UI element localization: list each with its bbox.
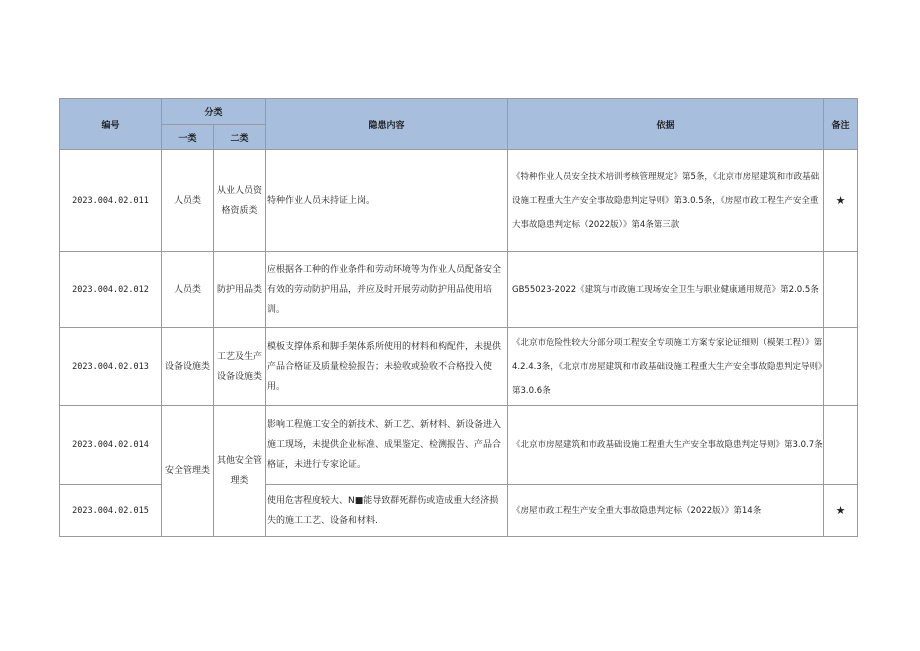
row-number: 2023.004.02.012 xyxy=(60,252,162,328)
table-row xyxy=(60,406,858,485)
row-content: 影响工程施工安全的新技术、新工艺、新材料、新设备进入施工现场，未提供企业标准、成果鉴定、检测报告、产品合格证，未进行专家论证。 xyxy=(266,406,508,485)
star-marker: ★ xyxy=(824,150,858,252)
row-level2: 其他安全管理类 xyxy=(214,406,266,537)
row-level1: 设备设施类 xyxy=(162,328,214,406)
header-category: 分类 xyxy=(162,99,266,125)
row-basis: 《房屋市政工程生产安全重大事故隐患判定标（2022版）》第14条 xyxy=(508,485,824,537)
row-number: 2023.004.02.015 xyxy=(60,485,162,537)
table-row xyxy=(60,150,858,252)
row-level2: 从业人员资格资质类 xyxy=(214,150,266,252)
star-marker: ★ xyxy=(824,485,858,537)
row-basis: 《北京市房屋建筑和市政基础设施工程重大生产安全事故隐患判定导则》第3.0.7条 xyxy=(508,406,824,485)
header-number: 编号 xyxy=(60,99,162,150)
header-content: 隐患内容 xyxy=(266,99,508,150)
row-remark xyxy=(824,406,858,485)
hazard-table xyxy=(59,98,858,537)
row-content: 模板支撑体系和脚手架体系所使用的材料和构配件，未提供产品合格证及质量检验报告；未验收或验收不合格投入使用。 xyxy=(266,328,508,406)
header-level1: 一类 xyxy=(162,125,214,150)
header-basis: 依据 xyxy=(508,99,824,150)
row-level1: 人员类 xyxy=(162,252,214,328)
table-row xyxy=(60,328,858,406)
header-level2: 二类 xyxy=(214,125,266,150)
row-level1: 人员类 xyxy=(162,150,214,252)
row-remark xyxy=(824,328,858,406)
row-number: 2023.004.02.011 xyxy=(60,150,162,252)
row-remark xyxy=(824,252,858,328)
header-remark: 备注 xyxy=(824,99,858,150)
row-content: 使用危害程度较大、N■能导致群死群伤或造成重大经济损失的施工工艺、设备和材料. xyxy=(266,485,508,537)
row-level2: 工艺及生产设备设施类 xyxy=(214,328,266,406)
row-content: 应根据各工种的作业条件和劳动环境等为作业人员配备安全有效的劳动防护用品，并应及时开展劳动防护用品使用培训。 xyxy=(266,252,508,328)
row-number: 2023.004.02.014 xyxy=(60,406,162,485)
row-level2: 防护用品类 xyxy=(214,252,266,328)
row-content: 特种作业人员未持证上岗。 xyxy=(266,150,508,252)
table-row xyxy=(60,252,858,328)
row-level1: 安全管理类 xyxy=(162,406,214,537)
row-basis: GB55023-2022《建筑与市政施工现场安全卫生与职业健康通用规范》第2.0.5条 xyxy=(508,252,824,328)
row-basis: 《特种作业人员安全技术培训考核管理规定》第5条，《北京市房屋建筑和市政基础设施工程重大生产安全事故隐患判定导则》第3.0.5条，《房屋市政工程生产安全重大事故隐患判定标（2022版）》第4条第三款 xyxy=(508,150,824,252)
row-basis: 《北京市危险性较大分部分项工程安全专项施工方案专家论证细则（模架工程）》第4.2.4.3条，《北京市房屋建筑和市政基础设施工程重大生产安全事故隐患判定导则》第3.0.6条 xyxy=(508,328,824,406)
row-number: 2023.004.02.013 xyxy=(60,328,162,406)
